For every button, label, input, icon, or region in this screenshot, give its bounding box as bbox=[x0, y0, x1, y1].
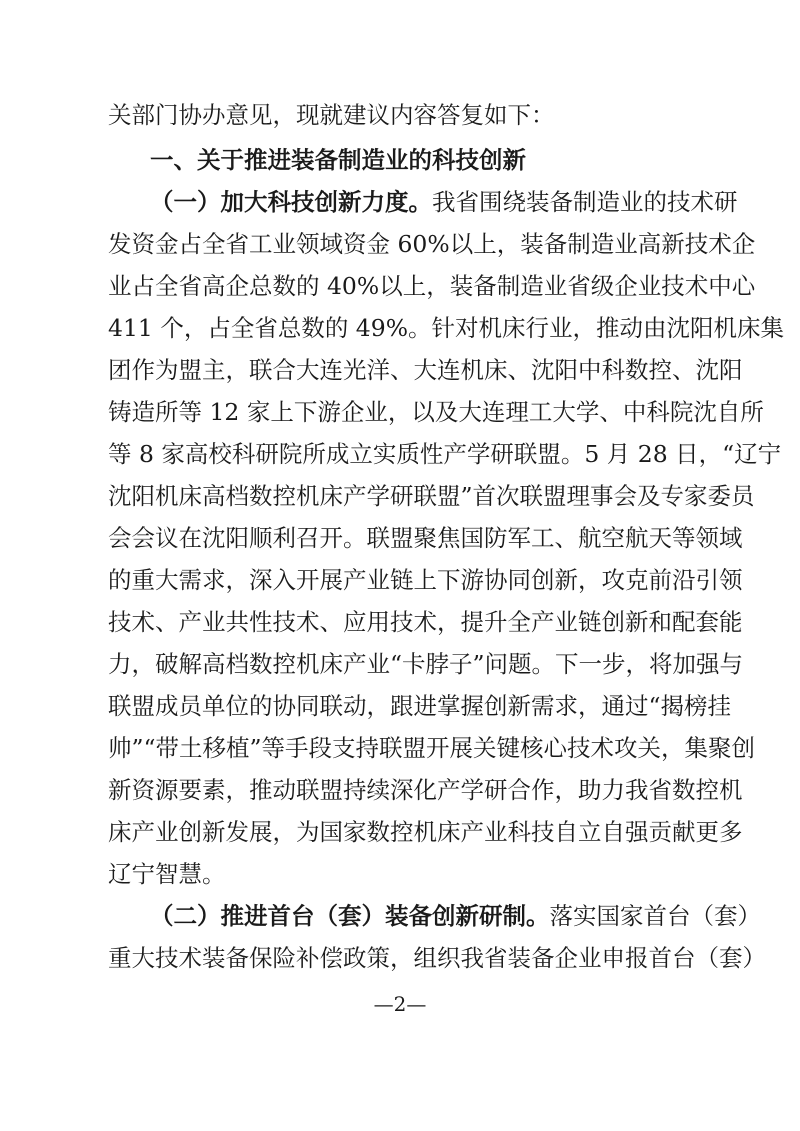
text-segment: 等 8 家高校科研院所成立实质性产学研联盟。5 月 28 日，“辽宁 bbox=[108, 440, 782, 468]
body-line-1 bbox=[108, 100, 708, 130]
paragraph-1-line-17 bbox=[108, 859, 226, 889]
paragraph-1-line-10 bbox=[108, 565, 743, 595]
paragraph-1-line-6 bbox=[108, 397, 764, 427]
text-segment: 力，破解高档数控机床产业“卡脖子”问题。下一步，将加强与 bbox=[108, 650, 744, 678]
paragraph-1-line-2 bbox=[108, 229, 756, 259]
paragraph-1-line-14 bbox=[108, 733, 756, 763]
text-segment: 帅”“带土移植”等手段支持联盟开展关键核心技术攻关，集聚创 bbox=[108, 734, 756, 762]
paragraph-1-line-4 bbox=[108, 313, 785, 343]
text-segment: 新资源要素，推动联盟持续深化产学研合作，助力我省数控机 bbox=[108, 776, 743, 804]
paragraph-1-line-8 bbox=[108, 481, 755, 511]
text-segment: 业占全省高企总数的 40%以上，装备制造业省级企业技术中心 bbox=[108, 272, 756, 300]
text-segment: 发资金占全省工业领域资金 60%以上，装备制造业高新技术企 bbox=[108, 230, 756, 258]
paragraph-1-line-1 bbox=[150, 187, 738, 217]
text-segment: 联盟成员单位的协同联动，跟进掌握创新需求，通过“揭榜挂 bbox=[108, 692, 732, 720]
text-segment: 技术、产业共性技术、应用技术，提升全产业链创新和配套能 bbox=[108, 608, 743, 636]
text-segment: 我省围绕装备制造业的技术研 bbox=[432, 188, 738, 216]
text-segment: 床产业创新发展，为国家数控机床产业科技自立自强贡献更多 bbox=[108, 818, 743, 846]
text-segment: 沈阳机床高档数控机床产学研联盟”首次联盟理事会及专家委员 bbox=[108, 482, 755, 510]
paragraph-1-line-16 bbox=[108, 817, 743, 847]
text-segment: 411 个，占全省总数的 49%。针对机床行业，推动由沈阳机床集 bbox=[108, 314, 785, 342]
paragraph-1-line-7 bbox=[108, 439, 782, 469]
paragraph-1-line-11 bbox=[108, 607, 743, 637]
text-segment: 辽宁智慧。 bbox=[108, 860, 226, 888]
text-segment: 重大技术装备保险补偿政策，组织我省装备企业申报首台（套） bbox=[108, 944, 766, 972]
paragraph-2-line-1 bbox=[150, 901, 761, 931]
paragraph-1-line-13 bbox=[108, 691, 732, 721]
text-segment: 一、关于推进装备制造业的科技创新 bbox=[150, 146, 526, 174]
section-heading bbox=[150, 145, 526, 175]
text-segment: 团作为盟主，联合大连光洋、大连机床、沈阳中科数控、沈阳 bbox=[108, 356, 743, 384]
text-segment: 关部门协办意见，现就建议内容答复如下： bbox=[108, 101, 555, 129]
paragraph-1-line-9 bbox=[108, 523, 743, 553]
text-segment: 会会议在沈阳顺利召开。联盟聚焦国防军工、航空航天等领域 bbox=[108, 524, 743, 552]
paragraph-2-line-2 bbox=[108, 943, 766, 973]
page-number: —2— bbox=[373, 992, 427, 1016]
paragraph-1-line-5 bbox=[108, 355, 743, 385]
paragraph-1-line-15 bbox=[108, 775, 743, 805]
text-segment: 铸造所等 12 家上下游企业，以及大连理工大学、中科院沈自所 bbox=[108, 398, 764, 426]
text-segment: 落实国家首台（套） bbox=[549, 902, 761, 930]
text-segment: 的重大需求，深入开展产业链上下游协同创新，攻克前沿引领 bbox=[108, 566, 743, 594]
subsection-heading: （二）推进首台（套）装备创新研制。 bbox=[150, 902, 550, 930]
subsection-heading: （一）加大科技创新力度。 bbox=[150, 188, 432, 216]
paragraph-1-line-3 bbox=[108, 271, 756, 301]
paragraph-1-line-12 bbox=[108, 649, 744, 679]
